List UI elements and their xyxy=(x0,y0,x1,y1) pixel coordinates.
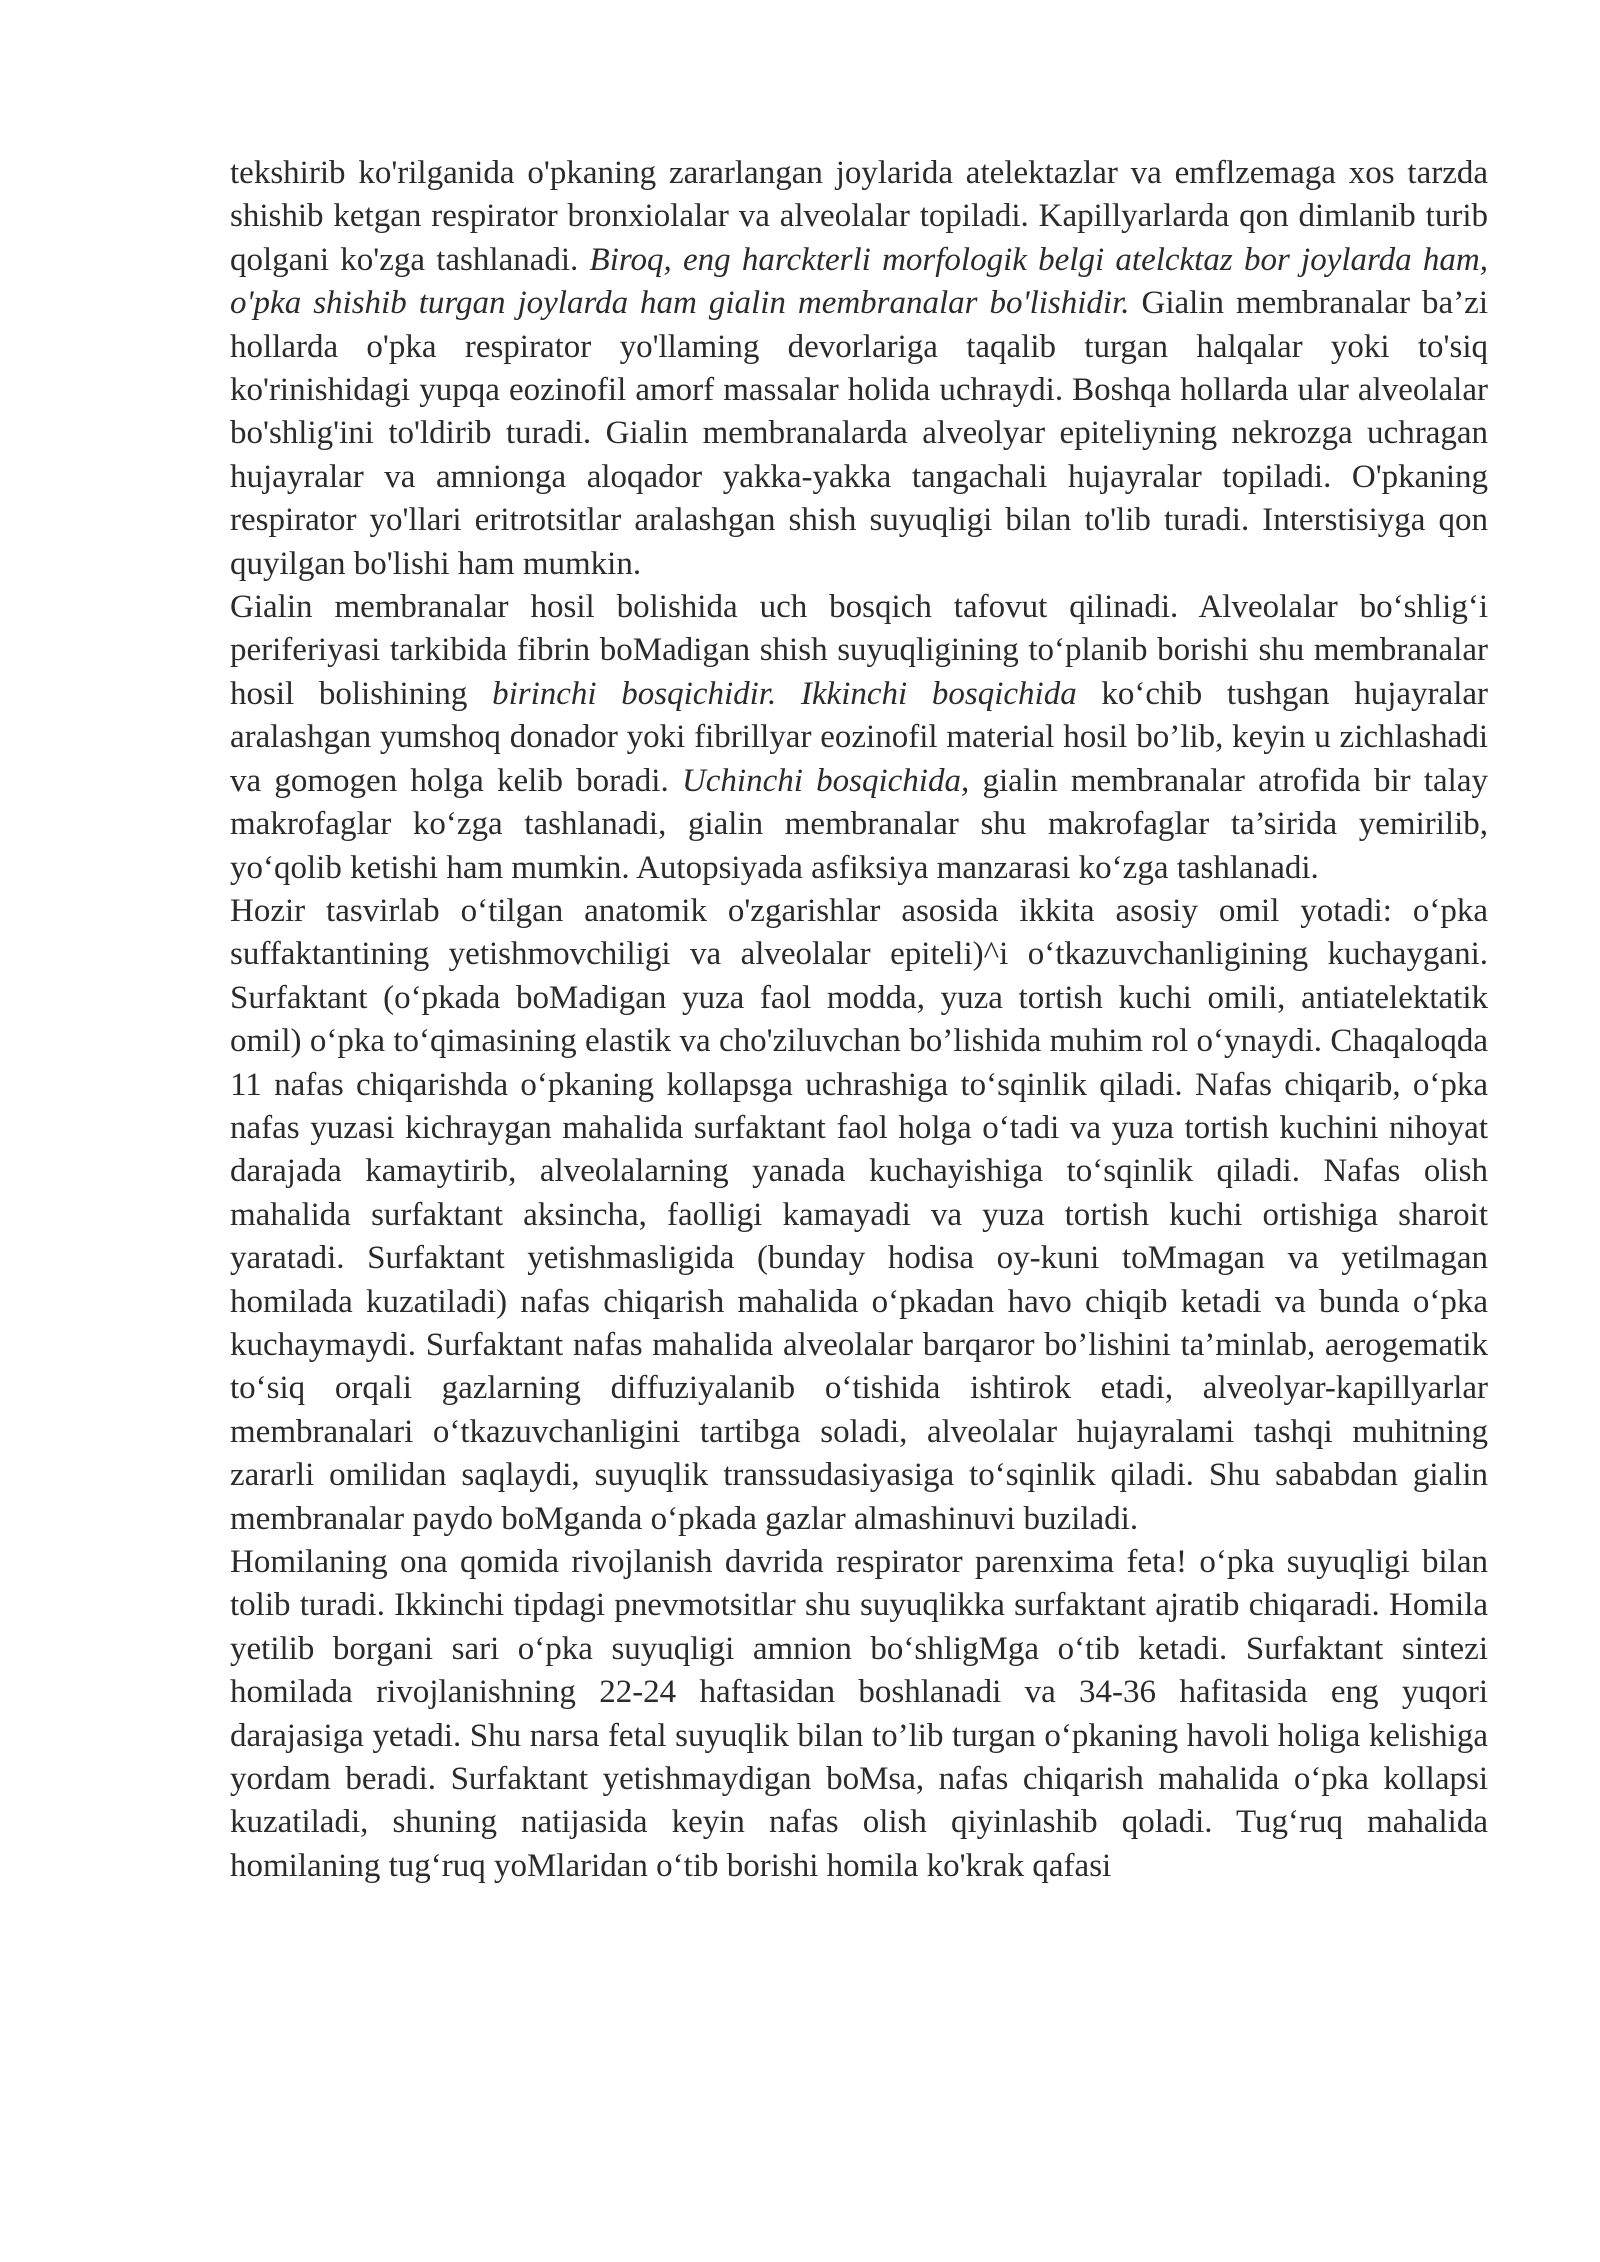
italic-text-run: birinchi bosqichidir. Ikkinchi bosqichida xyxy=(492,675,1077,712)
paragraph-homila xyxy=(230,1541,1488,1888)
body-text xyxy=(230,152,1488,1888)
paragraph-surfaktant xyxy=(230,890,1488,1541)
paragraph-bosqichlar xyxy=(230,586,1488,890)
italic-text-run: Uchinchi bosqichida, xyxy=(681,762,970,799)
text-run: Gialin membranalar ba’zi hollarda o'pka respirator yo'llaming devorlariga taqalib turgan halqalar yoki to'siq ko'rinishidagi yupqa eozinofil amorf massalar holida uchraydi. Boshqa hollarda ular alveolalar bo'shlig'ini to'ldirib turadi. Gialin membranalarda alveolyar epiteliyning nekrozga uchragan hujayralar va amnionga aloqador yakka-yakka tangachali hujayralar topiladi. O'pkaning respirator yo'llari eritrotsitlar aralashgan shish suyuqligi bilan to'lib turadi. Interstisiyga qon quyilgan bo'lishi ham mumkin. xyxy=(230,285,1488,582)
text-run: Gialin membranalar hosil bolishida uch bosqich tafovut qilinadi. Alveolalar bo‘shlig‘i periferiyasi tarkibida fibrin boMadigan shish suyuqligining to‘planib borishi shu membranalar hosil bolishining xyxy=(230,589,1488,712)
paragraph-gialin-membranalar xyxy=(230,152,1488,586)
text-run: tekshirib ko'rilganida o'pkaning zararlangan joylarida atelektazlar va emflzemaga xos tarzda shishib ketgan respirator bronxiolalar va alveolalar topiladi. Kapillyarlarda qon dimlanib turib qolgani ko'zga tashlanadi. xyxy=(230,155,1488,278)
text-run: ko‘chib tushgan hujayralar aralashgan yumshoq donador yoki fibrillyar eozinofil material hosil bo’lib, keyin u zichlashadi va gomogen holga kelib boradi. xyxy=(230,675,1489,799)
text-run: gialin membranalar atrofida bir talay makrofaglar ko‘zga tashlanadi, gialin membranalar shu makrofaglar ta’sirida yemirilib, yo‘qolib ketishi ham mumkin. Autopsiyada asfiksiya manzarasi ko‘zga tashlanadi. xyxy=(230,762,1488,886)
italic-text-run: Biroq, eng harckterli morfologik belgi atelcktaz bor joylarda ham, o'pka shishib turgan joylarda ham gialin membranalar bo'lishidir. xyxy=(230,241,1488,322)
text-run: Homilaning ona qomida rivojlanish davrida respirator parenxima feta! o‘pka suyuqligi bilan tolib turadi. Ikkinchi tipdagi pnevmotsitlar shu suyuqlikka surfaktant ajratib chiqaradi. Homila yetilib borgani sari o‘pka suyuqligi amnion bo‘shligMga o‘tib ketadi. Surfaktant sintezi homilada rivojlanishning 22-24 haftasidan boshlanadi va 34-36 hafitasida eng yuqori darajasiga yetadi. Shu narsa fetal suyuqlik bilan to’lib turgan o‘pkaning havoli holiga kelishiga yordam beradi. Surfaktant yetishmaydigan boMsa, nafas chiqarish mahalida o‘pka kollapsi kuzatiladi, shuning natijasida keyin nafas olish qiyinlashib qoladi. Tug‘ruq mahalida homilaning tug‘ruq yoMlaridan o‘tib borishi homila ko'krak qafasi xyxy=(230,1544,1488,1884)
text-run: Hozir tasvirlab o‘tilgan anatomik o'zgarishlar asosida ikkita asosiy omil yotadi: o‘pka suffaktantining yetishmovchiligi va alveolalar epiteli)^i o‘tkazuvchanligining kuchaygani. Surfaktant (o‘pkada boMadigan yuza faol modda, yuza tortish kuchi omili, antiatelektatik omil) o‘pka to‘qimasining elastik va cho'ziluvchan bo’lishida muhim rol o‘ynaydi. Chaqaloqda 11 nafas chiqarishda o‘pkaning kollapsga uchrashiga to‘sqinlik qiladi. Nafas chiqarib, o‘pka nafas yuzasi kichraygan mahalida surfaktant faol holga o‘tadi va yuza tortish kuchini nihoyat darajada kamaytirib, alveolalarning yanada kuchayishiga to‘sqinlik qiladi. Nafas olish mahalida surfaktant aksincha, faolligi kamayadi va yuza tortish kuchi ortishiga sharoit yaratadi. Surfaktant yetishmasligida (bunday hodisa oy-kuni toMmagan va yetilmagan homilada kuzatiladi) nafas chiqarish mahalida o‘pkadan havo chiqib ketadi va bunda o‘pka kuchaymaydi. Surfaktant nafas mahalida alveolalar barqaror bo’lishini ta’minlab, aerogematik to‘siq orqali gazlarning diffuziyalanib o‘tishida ishtirok etadi, alveolyar-kapillyarlar membranalari o‘tkazuvchanligini tartibga soladi, alveolalar hujayralami tashqi muhitning zararli omilidan saqlaydi, suyuqlik transsudasiyasiga to‘sqinlik qiladi. Shu sababdan gialin membranalar paydo boMganda o‘pkada gazlar almashinuvi buziladi. xyxy=(230,892,1488,1537)
